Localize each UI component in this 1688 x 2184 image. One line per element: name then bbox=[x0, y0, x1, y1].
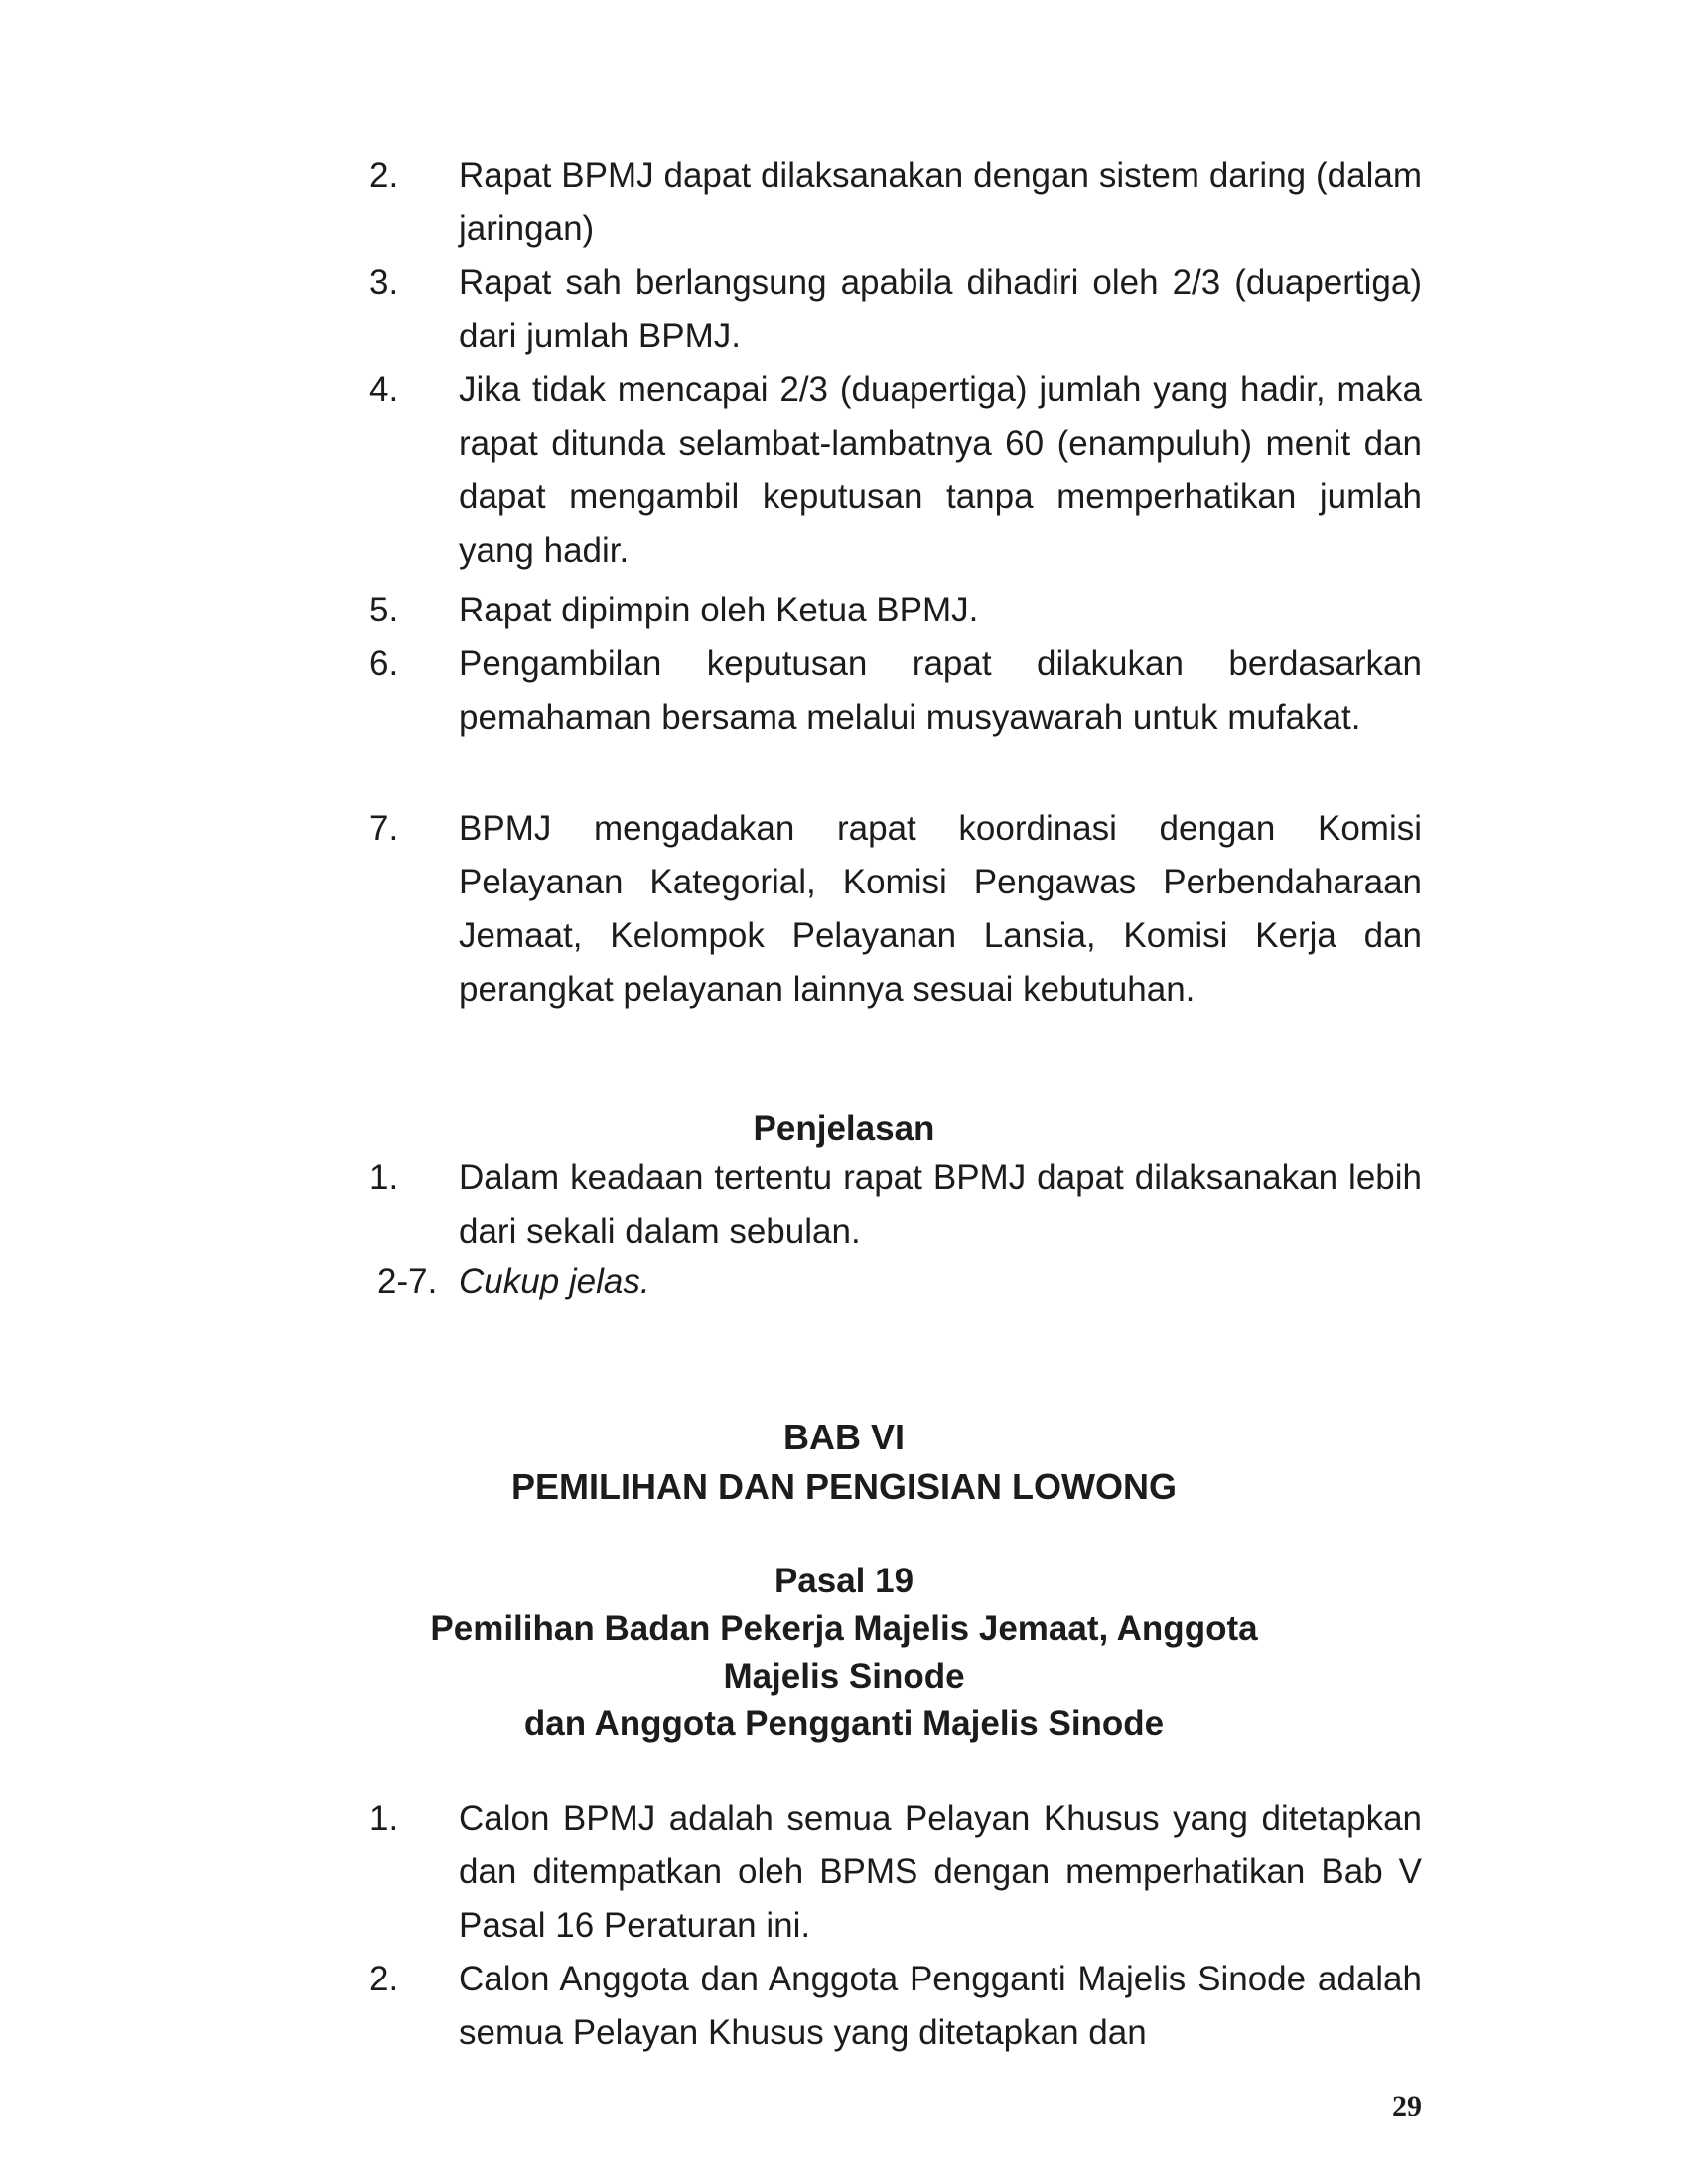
list-item-number: 3. bbox=[369, 263, 399, 302]
list-item-text: Jika tidak mencapai 2/3 (duapertiga) jumlah yang hadir, maka rapat ditunda selambat-lambatnya 60 (enampuluh) menit dan dapat mengambil keputusan tanpa memperhatikan jumlah yang hadir. bbox=[459, 370, 1422, 570]
page-number: 29 bbox=[1392, 2090, 1422, 2122]
list-item-text: BPMJ mengadakan rapat koordinasi dengan Komisi Pelayanan Kategorial, Komisi Pengawas Perbendaharaan Jemaat, Kelompok Pelayanan Lansia, Komisi Kerja dan perangkat pelayanan lainnya sesuai kebutuhan. bbox=[459, 809, 1422, 1009]
list-item-number: 2-7. bbox=[377, 1262, 438, 1300]
list-item-text: Calon BPMJ adalah semua Pelayan Khusus yang ditetapkan dan ditempatkan oleh BPMS dengan memperhatikan Bab V Pasal 16 Peraturan ini. bbox=[459, 1799, 1422, 1945]
list-item-number: 4. bbox=[369, 370, 399, 409]
penjelasan-heading: Penjelasan bbox=[753, 1109, 935, 1148]
list-item-number: 6. bbox=[369, 644, 399, 683]
article-title: Pasal 19 bbox=[774, 1562, 914, 1600]
list-item-text: Pengambilan keputusan rapat dilakukan berdasarkan pemahaman bersama melalui musyawarah untuk mufakat. bbox=[459, 644, 1422, 737]
list-item-number: 2. bbox=[369, 156, 399, 195]
list-item-number: 1. bbox=[369, 1799, 399, 1838]
article-heading-line: dan Anggota Pengganti Majelis Sinode bbox=[523, 1705, 1165, 1743]
list-item-number: 5. bbox=[369, 591, 399, 629]
list-item-text: Calon Anggota dan Anggota Pengganti Majelis Sinode adalah semua Pelayan Khusus yang ditetapkan dan bbox=[459, 1960, 1422, 2052]
article-heading-line: Pemilihan Badan Pekerja Majelis Jemaat, Anggota bbox=[430, 1609, 1258, 1648]
list-item-text: Dalam keadaan tertentu rapat BPMJ dapat dilaksanakan lebih dari sekali dalam sebulan. bbox=[459, 1159, 1422, 1251]
list-item-number: 7. bbox=[369, 809, 399, 848]
list-item-text: Cukup jelas. bbox=[459, 1262, 650, 1300]
chapter-title: BAB VI bbox=[782, 1417, 905, 1457]
list-item-number: 1. bbox=[369, 1159, 399, 1197]
article-heading-line: Majelis Sinode bbox=[723, 1657, 965, 1696]
list-item-text: Rapat BPMJ dapat dilaksanakan dengan sistem daring (dalam jaringan) bbox=[459, 156, 1422, 248]
list-item-text: Rapat sah berlangsung apabila dihadiri oleh 2/3 (duapertiga) dari jumlah BPMJ. bbox=[459, 263, 1422, 355]
list-item-number: 2. bbox=[369, 1960, 399, 1998]
chapter-subtitle: PEMILIHAN DAN PENGISIAN LOWONG bbox=[510, 1466, 1177, 1507]
list-item-text: Rapat dipimpin oleh Ketua BPMJ. bbox=[459, 591, 979, 629]
